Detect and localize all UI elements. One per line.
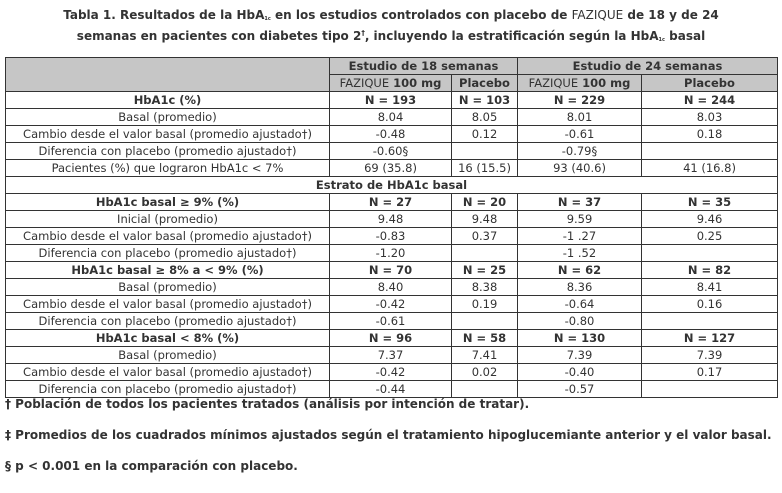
row-value: -0.57	[518, 381, 642, 398]
row-label: Basal (promedio)	[6, 347, 330, 364]
drug-arm-header-24	[518, 75, 642, 92]
row-value: 9.46	[642, 211, 778, 228]
row-value: -0.42	[330, 364, 452, 381]
group-count: N = 96	[330, 330, 452, 347]
caption-subscript: 1c	[658, 37, 665, 43]
row-label: Diferencia con placebo (promedio ajustado†)	[6, 143, 330, 160]
row-label: Diferencia con placebo (promedio ajustado†)	[6, 313, 330, 330]
row-value	[642, 313, 778, 330]
footnote-double-dagger: ‡ Promedios de los cuadrados mínimos ajustados según el tratamiento hipoglucemiante anterior y el valor basal.	[5, 428, 772, 442]
row-label: Basal (promedio)	[6, 279, 330, 296]
group-header-label: HbA1c basal ≥ 9% (%)	[6, 194, 330, 211]
row-value: 8.40	[330, 279, 452, 296]
row-value: 0.16	[642, 296, 778, 313]
group-header-row	[6, 330, 778, 347]
row-value: 0.37	[452, 228, 518, 245]
caption-text: Tabla 1. Resultados de la HbA	[63, 8, 265, 22]
group-count: N = 70	[330, 262, 452, 279]
table-row	[6, 143, 778, 160]
row-label: Cambio desde el valor basal (promedio ajustado†)	[6, 296, 330, 313]
row-value: 0.02	[452, 364, 518, 381]
caption-text: semanas en pacientes con diabetes tipo 2	[76, 29, 362, 43]
row-value: 9.48	[452, 211, 518, 228]
group-count: N = 25	[452, 262, 518, 279]
group-count: N = 229	[518, 92, 642, 109]
results-table	[5, 57, 778, 398]
study-18-header: Estudio de 18 semanas	[330, 58, 518, 75]
group-header-row	[6, 92, 778, 109]
table-row	[6, 313, 778, 330]
row-value: 8.05	[452, 109, 518, 126]
group-header-label: HbA1c basal < 8% (%)	[6, 330, 330, 347]
group-count: N = 244	[642, 92, 778, 109]
caption-subscript: 1c	[264, 16, 271, 22]
row-label: Cambio desde el valor basal (promedio ajustado†)	[6, 228, 330, 245]
row-value: 8.38	[452, 279, 518, 296]
row-value: -0.61	[518, 126, 642, 143]
caption-text: basal	[664, 29, 706, 43]
caption-drug-name: FAZIQUE	[571, 8, 624, 22]
row-value: -1 .52	[518, 245, 642, 262]
row-label: Diferencia con placebo (promedio ajustado†)	[6, 381, 330, 398]
row-label: Diferencia con placebo (promedio ajustado†)	[6, 245, 330, 262]
row-value	[452, 245, 518, 262]
footnotes	[5, 396, 781, 489]
group-count: N = 37	[518, 194, 642, 211]
row-value: -0.61	[330, 313, 452, 330]
row-value: 0.17	[642, 364, 778, 381]
footnote-section: § p < 0.001 en la comparación con placebo.	[5, 459, 298, 473]
stratum-row	[6, 177, 778, 194]
row-value: 7.37	[330, 347, 452, 364]
row-value: 8.03	[642, 109, 778, 126]
row-value: -0.80	[518, 313, 642, 330]
study-header-row	[6, 58, 778, 75]
drug-name: FAZIQUE	[339, 75, 390, 90]
row-value: 93 (40.6)	[518, 160, 642, 177]
group-count: N = 35	[642, 194, 778, 211]
row-value	[642, 381, 778, 398]
table-row	[6, 160, 778, 177]
group-header-label: HbA1c basal ≥ 8% a < 9% (%)	[6, 262, 330, 279]
drug-arm-header-18	[330, 75, 452, 92]
group-header-row	[6, 194, 778, 211]
group-count: N = 82	[642, 262, 778, 279]
placebo-arm-header-18: Placebo	[452, 75, 518, 92]
caption-text: en los estudios controlados con placebo de	[270, 8, 572, 22]
row-value: 0.18	[642, 126, 778, 143]
row-value: 7.39	[642, 347, 778, 364]
caption-superscript: †	[361, 29, 365, 37]
drug-dose: 100 mg	[389, 75, 442, 90]
table-row	[6, 109, 778, 126]
table-row	[6, 347, 778, 364]
row-value	[642, 245, 778, 262]
row-value: -0.42	[330, 296, 452, 313]
row-value: -1 .27	[518, 228, 642, 245]
row-value: 9.48	[330, 211, 452, 228]
study-24-header: Estudio de 24 semanas	[518, 58, 778, 75]
table-row	[6, 364, 778, 381]
group-count: N = 103	[452, 92, 518, 109]
row-label: Basal (promedio)	[6, 109, 330, 126]
row-value: -0.64	[518, 296, 642, 313]
table-row	[6, 126, 778, 143]
caption-line-2	[0, 26, 782, 47]
row-value: 0.25	[642, 228, 778, 245]
group-count: N = 127	[642, 330, 778, 347]
group-header-row	[6, 262, 778, 279]
row-value	[452, 313, 518, 330]
row-label: Inicial (promedio)	[6, 211, 330, 228]
row-value: -0.60§	[330, 143, 452, 160]
row-value: 69 (35.8)	[330, 160, 452, 177]
row-label: Cambio desde el valor basal (promedio ajustado†)	[6, 126, 330, 143]
table-caption	[0, 8, 782, 47]
row-value: 16 (15.5)	[452, 160, 518, 177]
group-count: N = 27	[330, 194, 452, 211]
footnote-dagger: † Población de todos los pacientes tratados (análisis por intención de tratar).	[5, 397, 530, 411]
placebo-arm-header-24: Placebo	[642, 75, 778, 92]
group-count: N = 20	[452, 194, 518, 211]
row-value: 8.01	[518, 109, 642, 126]
group-header-label: HbA1c (%)	[6, 92, 330, 109]
caption-text: , incluyendo la estratificación según la HbA	[364, 29, 659, 43]
row-value: -0.48	[330, 126, 452, 143]
row-value: 0.19	[452, 296, 518, 313]
row-value: 7.39	[518, 347, 642, 364]
table-row	[6, 245, 778, 262]
row-value: 9.59	[518, 211, 642, 228]
drug-dose: 100 mg	[578, 75, 631, 90]
row-value: 8.04	[330, 109, 452, 126]
table-row	[6, 381, 778, 398]
row-value: -0.44	[330, 381, 452, 398]
row-label: Cambio desde el valor basal (promedio ajustado†)	[6, 364, 330, 381]
row-value	[642, 143, 778, 160]
group-count: N = 193	[330, 92, 452, 109]
row-value: 8.41	[642, 279, 778, 296]
caption-text: de 18 y de 24	[623, 8, 719, 22]
row-value: 7.41	[452, 347, 518, 364]
group-count: N = 62	[518, 262, 642, 279]
group-count: N = 58	[452, 330, 518, 347]
row-value: -0.40	[518, 364, 642, 381]
caption-line-1	[0, 8, 782, 26]
group-count: N = 130	[518, 330, 642, 347]
row-label: Pacientes (%) que lograron HbA1c < 7%	[6, 160, 330, 177]
row-value: 41 (16.8)	[642, 160, 778, 177]
drug-name: FAZIQUE	[528, 75, 579, 90]
row-value	[452, 143, 518, 160]
row-value: -1.20	[330, 245, 452, 262]
row-value: 8.36	[518, 279, 642, 296]
table-row	[6, 211, 778, 228]
table-row	[6, 279, 778, 296]
row-value: -0.79§	[518, 143, 642, 160]
row-value: 0.12	[452, 126, 518, 143]
blank-header-cell	[6, 58, 330, 92]
row-value	[452, 381, 518, 398]
table-row	[6, 228, 778, 245]
table-row	[6, 296, 778, 313]
row-value: -0.83	[330, 228, 452, 245]
stratum-label: Estrato de HbA1c basal	[6, 177, 778, 194]
